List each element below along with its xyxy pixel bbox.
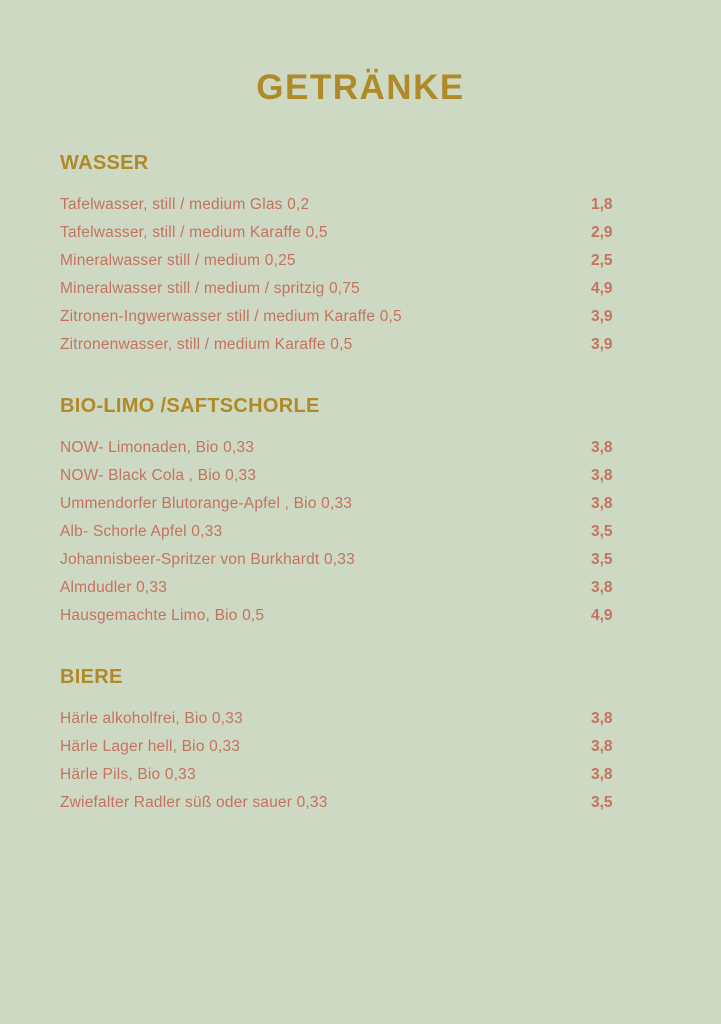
- menu-item: [60, 574, 661, 602]
- menu-item: [60, 247, 661, 275]
- menu-item-name: Zwiefalter Radler süß oder sauer 0,33: [60, 794, 328, 811]
- menu-item: [60, 705, 661, 733]
- menu-section: [60, 666, 661, 817]
- menu-item-price-column: [591, 766, 661, 784]
- menu-item-name: Hausgemachte Limo, Bio 0,5: [60, 607, 265, 624]
- menu-item-price: 3,5: [591, 551, 613, 568]
- menu-item-list: [60, 191, 661, 359]
- menu-item: [60, 518, 661, 546]
- menu-item-name: Zitronen-Ingwerwasser still / medium Karaffe 0,5: [60, 308, 402, 325]
- menu-item-price: 3,5: [591, 523, 613, 540]
- menu-item-price: 1,8: [591, 196, 613, 213]
- menu-item-price-column: [591, 738, 661, 756]
- menu-item-price: 3,5: [591, 794, 613, 811]
- section-title: BIO-LIMO /SAFTSCHORLE: [60, 395, 320, 417]
- menu-item-price-column: [591, 439, 661, 457]
- menu-item-price-column: [591, 336, 661, 354]
- menu-item-name: Härle Pils, Bio 0,33: [60, 766, 196, 783]
- menu-item-price: 3,9: [591, 308, 613, 325]
- menu-item-price-column: [591, 467, 661, 485]
- menu-item-price-column: [591, 551, 661, 569]
- menu-item: [60, 191, 661, 219]
- menu-item-price: 3,8: [591, 710, 613, 727]
- menu-item: [60, 303, 661, 331]
- menu-item-price-column: [591, 710, 661, 728]
- page-title: GETRÄNKE: [256, 68, 465, 107]
- menu-item-price: 3,8: [591, 738, 613, 755]
- menu-item: [60, 462, 661, 490]
- menu-item: [60, 761, 661, 789]
- menu-item: [60, 331, 661, 359]
- menu-item-price: 3,9: [591, 336, 613, 353]
- menu-item-price-column: [591, 224, 661, 242]
- menu-item: [60, 219, 661, 247]
- menu-item-name: Tafelwasser, still / medium Glas 0,2: [60, 196, 310, 213]
- menu-item-price: 4,9: [591, 280, 613, 297]
- menu-item-name: Härle alkoholfrei, Bio 0,33: [60, 710, 243, 727]
- menu-item: [60, 789, 661, 817]
- menu-item-price-column: [591, 280, 661, 298]
- menu-item-price-column: [591, 308, 661, 326]
- menu-item-list: [60, 434, 661, 630]
- menu-item-name: NOW- Limonaden, Bio 0,33: [60, 439, 255, 456]
- menu-item-name: Mineralwasser still / medium 0,25: [60, 252, 296, 269]
- menu-item-price: 3,8: [591, 495, 613, 512]
- menu-item-name: Almdudler 0,33: [60, 579, 168, 596]
- menu-item-name: Ummendorfer Blutorange-Apfel , Bio 0,33: [60, 495, 353, 512]
- menu-item-price: 3,8: [591, 439, 613, 456]
- menu-item-name: Johannisbeer-Spritzer von Burkhardt 0,33: [60, 551, 355, 568]
- menu-item-price-column: [591, 523, 661, 541]
- menu-item-list: [60, 705, 661, 817]
- menu-item-name: Alb- Schorle Apfel 0,33: [60, 523, 223, 540]
- menu-item-name: Zitronenwasser, still / medium Karaffe 0,5: [60, 336, 353, 353]
- menu-section: [60, 395, 661, 630]
- menu-item-name: NOW- Black Cola , Bio 0,33: [60, 467, 257, 484]
- menu-item: [60, 602, 661, 630]
- menu-item-price-column: [591, 252, 661, 270]
- menu-item-price-column: [591, 794, 661, 812]
- menu-section: [60, 152, 661, 359]
- menu-item-price: 3,8: [591, 766, 613, 783]
- menu-item-price: 4,9: [591, 607, 613, 624]
- menu-item-price-column: [591, 495, 661, 513]
- menu-item-price: 2,5: [591, 252, 613, 269]
- menu-item: [60, 546, 661, 574]
- menu-item: [60, 733, 661, 761]
- menu-item-price: 3,8: [591, 467, 613, 484]
- menu-item-price-column: [591, 196, 661, 214]
- menu-item: [60, 275, 661, 303]
- menu-item-name: Mineralwasser still / medium / spritzig 0,75: [60, 280, 360, 297]
- section-title: WASSER: [60, 152, 149, 174]
- menu-item: [60, 490, 661, 518]
- menu-item-name: Tafelwasser, still / medium Karaffe 0,5: [60, 224, 328, 241]
- menu-item-price-column: [591, 579, 661, 597]
- section-title: BIERE: [60, 666, 123, 688]
- menu-item-name: Härle Lager hell, Bio 0,33: [60, 738, 241, 755]
- menu-item: [60, 434, 661, 462]
- menu-item-price: 3,8: [591, 579, 613, 596]
- menu-item-price: 2,9: [591, 224, 613, 241]
- menu-item-price-column: [591, 607, 661, 625]
- sections-container: [60, 152, 661, 817]
